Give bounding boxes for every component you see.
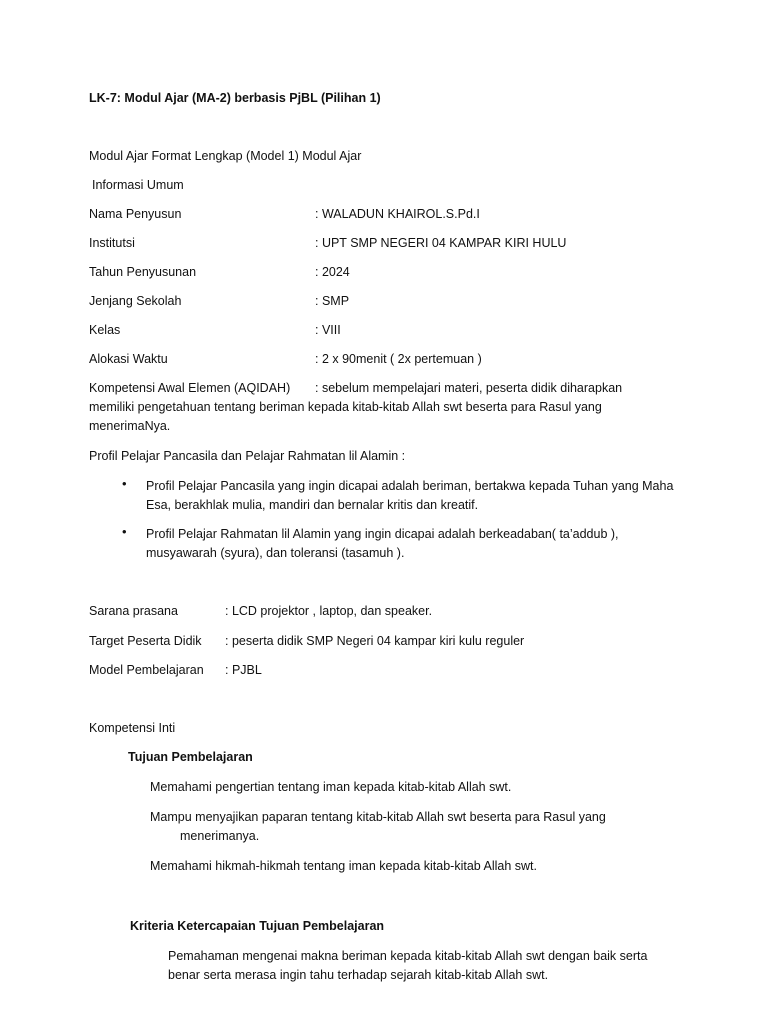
kompetensi-awal-line: menerimaNya. [89, 419, 171, 433]
tujuan-item: Mampu menyajikan paparan tentang kitab-kitab Allah swt beserta para Rasul yang [150, 810, 606, 824]
tujuan-heading: Tujuan Pembelajaran [128, 750, 253, 764]
tujuan-item: Memahami hikmah-hikmah tentang iman kepada kitab-kitab Allah swt. [150, 859, 537, 873]
info-value: : 2 x 90menit ( 2x pertemuan ) [315, 352, 482, 366]
profil-bullet-line: musyawarah (syura), dan toleransi (tasamuh ). [146, 546, 405, 560]
sarana-value: : PJBL [225, 663, 262, 677]
tujuan-item: Memahami pengertian tentang iman kepada kitab-kitab Allah swt. [150, 780, 512, 794]
tujuan-item-continuation: menerimanya. [180, 829, 260, 843]
info-label: Nama Penyusun [89, 207, 182, 221]
kriteria-heading: Kriteria Ketercapaian Tujuan Pembelajaran [130, 919, 385, 933]
info-value: : UPT SMP NEGERI 04 KAMPAR KIRI HULU [315, 236, 567, 250]
kompetensi-inti-heading: Kompetensi Inti [89, 721, 176, 735]
sarana-value: : LCD projektor , laptop, dan speaker. [225, 604, 433, 618]
info-label: Alokasi Waktu [89, 352, 168, 366]
info-value: : VIII [315, 323, 341, 337]
info-label: Kelas [89, 323, 121, 337]
sarana-label: Sarana prasana [89, 604, 178, 618]
kriteria-text-line: benar serta merasa ingin tahu terhadap sejarah kitab-kitab Allah swt. [168, 968, 549, 982]
profil-bullet-line: Profil Pelajar Rahmatan lil Alamin yang ingin dicapai adalah berkeadaban( ta’addub ), [146, 527, 619, 541]
info-label: Jenjang Sekolah [89, 294, 182, 308]
document-title: LK-7: Modul Ajar (MA-2) berbasis PjBL (Pilihan 1) [89, 91, 381, 105]
kriteria-text-line: Pemahaman mengenai makna beriman kepada kitab-kitab Allah swt dengan baik serta [168, 949, 648, 963]
info-value: : 2024 [315, 265, 350, 279]
profil-heading: Profil Pelajar Pancasila dan Pelajar Rahmatan lil Alamin : [89, 449, 406, 463]
info-value: : WALADUN KHAIROL.S.Pd.I [315, 207, 480, 221]
bullet-icon: • [122, 476, 127, 491]
section-informasi-umum: Informasi Umum [92, 178, 184, 192]
sarana-label: Model Pembelajaran [89, 663, 204, 677]
kompetensi-awal-line: memiliki pengetahuan tentang beriman kepada kitab-kitab Allah swt beserta para Rasul yang [89, 400, 602, 414]
sarana-value: : peserta didik SMP Negeri 04 kampar kiri kulu reguler [225, 634, 525, 648]
sarana-label: Target Peserta Didik [89, 634, 202, 648]
document-subtitle: Modul Ajar Format Lengkap (Model 1) Modul Ajar [89, 149, 362, 163]
info-value: : SMP [315, 294, 350, 308]
info-label: Tahun Penyusunan [89, 265, 197, 279]
info-label: Institutsi [89, 236, 135, 250]
profil-bullet-line: Esa, berakhlak mulia, mandiri dan bernalar kritis dan kreatif. [146, 498, 479, 512]
profil-bullet-line: Profil Pelajar Pancasila yang ingin dicapai adalah beriman, bertakwa kepada Tuhan yang Maha [146, 479, 674, 493]
kompetensi-awal-label: Kompetensi Awal Elemen (AQIDAH) [89, 381, 291, 395]
kompetensi-awal-value: : sebelum mempelajari materi, peserta didik diharapkan [315, 381, 623, 395]
bullet-icon: • [122, 524, 127, 539]
